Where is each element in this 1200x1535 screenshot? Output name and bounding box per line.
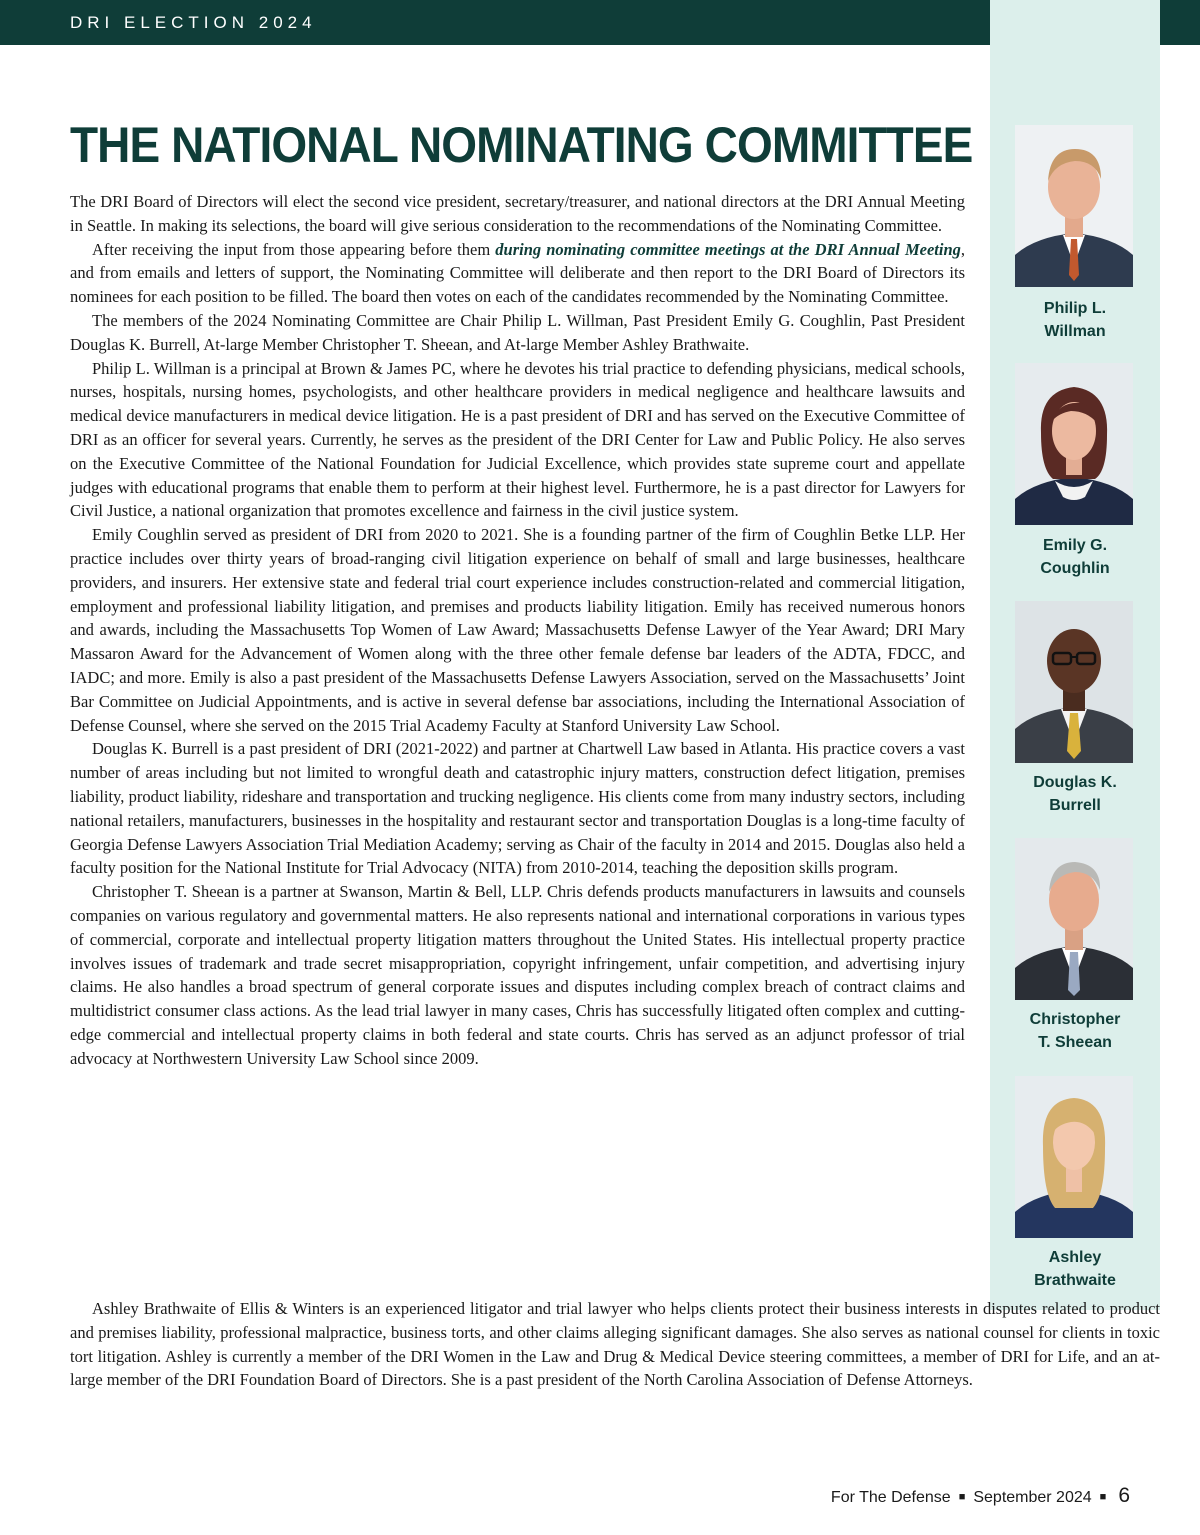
caption-coughlin <box>990 534 1160 580</box>
paragraph-process <box>70 238 965 309</box>
caption-burrell-line2: Burrell <box>1049 797 1101 814</box>
caption-brathwaite-line1: Ashley <box>1048 1249 1102 1266</box>
caption-coughlin-line2: Coughlin <box>1040 560 1110 577</box>
bio-burrell: Douglas K. Burrell is a past president of DRI (2021-2022) and partner at Chartwell Law based in Atlanta. His practice covers a vast number of areas including but not limited to wrongful death and catastrophic injury matters, construction defect litigation, premises liability, product liability, rideshare and transportation and trucking negligence. His clients come from many industry sectors, including national retailers, manufacturers, businesses in the hospitality and restaurant sector and transportation Douglas is a long-time faculty of Georgia Defense Lawyers Association Trial Mediation Academy; serving as Chair of the faculty in 2014 and 2015. Douglas also held a faculty position for the National Institute for Trial Advocacy (NITA) from 2010-2014, teaching the deposition skills program. <box>70 739 965 878</box>
bio-sheean: Christopher T. Sheean is a partner at Swanson, Martin & Bell, LLP. Chris defends products manufacturers in lawsuits and counsels companies on various regulatory and governmental matters. He also represents national and international corporations in various types of commercial, corporate and intellectual property litigation matters throughout the United States. His intellectual property practice involves issues of trademark and trade secret misappropriation, copyright infringement, unfair competition, and advertising injury claims. He also handles a broad spectrum of general corporate issues and disputes including complex breach of contract claims and multidistrict consumer class actions. As the lead trial lawyer in many cases, Chris has successfully litigated often complex and cutting-edge commercial and intellectual property claims in both federal and state courts. Chris has served as an adjunct professor of trial advocacy at Northwestern University Law School since 2009. <box>70 882 965 1068</box>
caption-willman-line1: Philip L. <box>1043 300 1107 317</box>
bio-willman: Philip L. Willman is a principal at Brown & James PC, where he devotes his trial practice to defending physicians, medical schools, nurses, hospitals, nursing homes, psychologists, and other healthcare providers in medical negligence and healthcare lawsuits and medical device manufacturers in medical device litigation. He is a past president of DRI and has served on the Executive Committee of DRI as an officer for several years. Currently, he serves as the president of the DRI Center for Law and Public Policy. He also serves on the Executive Committee of the National Foundation for Judicial Excellence, which provides state supreme court and appellate judges with educational programs that enable them to perform at their highest level. Furthermore, he is a past director for Lawyers for Civil Justice, a national organization that promotes excellence and fairness in the civil justice system. <box>70 358 965 521</box>
caption-sheean <box>990 1008 1160 1054</box>
page-footer <box>831 1484 1130 1508</box>
portrait-brathwaite <box>1015 1076 1133 1238</box>
portrait-coughlin <box>1015 363 1133 525</box>
article-body-wide <box>70 1297 1160 1392</box>
paragraph-process-start: After receiving the input from those appearing before them <box>92 239 496 259</box>
footer-separator-2: ■ <box>1099 1491 1107 1503</box>
portrait-coughlin-image <box>1015 363 1133 525</box>
section-header-bar <box>0 0 990 45</box>
footer-publication: For The Defense <box>830 1489 951 1506</box>
portrait-sheean <box>1015 838 1133 1000</box>
footer-separator: ■ <box>958 1491 966 1503</box>
intro-paragraph: The DRI Board of Directors will elect the second vice president, secretary/treasurer, and national directors at the DRI Annual Meeting in Seattle. In making its selections, the board will give serious consideration to the recommendations of the Nominating Committee. <box>70 192 965 235</box>
caption-brathwaite <box>990 1246 1160 1292</box>
portrait-burrell <box>1015 601 1133 763</box>
portrait-willman <box>1015 125 1133 287</box>
caption-burrell-line1: Douglas K. <box>1033 774 1117 791</box>
footer-issue: September 2024 <box>973 1489 1092 1506</box>
caption-coughlin-line1: Emily G. <box>1042 537 1108 554</box>
page-number: 6 <box>1118 1484 1130 1507</box>
nominating-meetings-link[interactable]: during nominating committee meetings at the DRI Annual Meeting <box>495 239 961 259</box>
portrait-brathwaite-image <box>1015 1076 1133 1238</box>
section-label: DRI ELECTION 2024 <box>70 13 317 32</box>
article-body <box>70 190 965 1070</box>
paragraph-members: The members of the 2024 Nominating Committee are Chair Philip L. Willman, Past President Emily G. Coughlin, Past President Douglas K. Burrell, At-large Member Christopher T. Sheean, and At-large Member Ashley Brathwaite. <box>70 310 965 354</box>
header-bar-end <box>1160 0 1200 45</box>
caption-sheean-line1: Christopher <box>1029 1011 1121 1028</box>
bio-brathwaite: Ashley Brathwaite of Ellis & Winters is an experienced litigator and trial lawyer who helps clients protect their business interests in disputes related to product and premises liability, professional malpractice, business torts, and other claims alleging significant damages. She also serves as national counsel for clients in toxic tort litigation. Ashley is currently a member of the DRI Women in the Law and Drug & Medical Device steering committees, a member of DRI for Life, and an at-large member of the DRI Foundation Board of Directors. She is a past president of the North Carolina Association of Defense Attorneys. <box>70 1299 1160 1390</box>
caption-sheean-line2: T. Sheean <box>1038 1034 1112 1051</box>
caption-burrell <box>990 771 1160 817</box>
portrait-willman-image <box>1015 125 1133 287</box>
caption-willman <box>990 297 1160 343</box>
portrait-burrell-image <box>1015 601 1133 763</box>
caption-brathwaite-line2: Brathwaite <box>1034 1272 1116 1289</box>
bio-coughlin: Emily Coughlin served as president of DRI from 2020 to 2021. She is a founding partner of the firm of Coughlin Betke LLP. Her practice includes over thirty years of broad-ranging civil litigation experience on behalf of small and large businesses, healthcare providers, and insurers. Her extensive state and federal trial court experience includes construction-related and commercial litigation, employment and professional liability litigation, and premises and products liability litigation. Emily has received numerous honors and awards, including the Massachusetts Top Women of Law Award; Massachusetts Defense Lawyer of the Year Award; DRI Mary Massaron Award for the Advancement of Women along with the three other female defense bar leaders of the ADTA, FDCC, and IADC; and more. Emily is also a past president of the Massachusetts Defense Lawyers Association, served on the Massachusetts’ Joint Bar Committee on Judicial Appointments, and is active in several defense bar associations, including the International Association of Defense Counsel, where she served on the 2015 Trial Academy Faculty at Stanford University Law School. <box>70 525 965 735</box>
portrait-sheean-image <box>1015 838 1133 1000</box>
caption-willman-line2: Willman <box>1044 323 1106 340</box>
page-title: THE NATIONAL NOMINATING COMMITTEE <box>70 117 973 173</box>
paragraph-process-end: , and from emails and letters of support, the Nominating Committee will deliberate and then report to the DRI Board of Directors its nominees for each position to be filled. The board then votes on each of the candidates recommended by the Nominating Committee. <box>70 239 965 307</box>
